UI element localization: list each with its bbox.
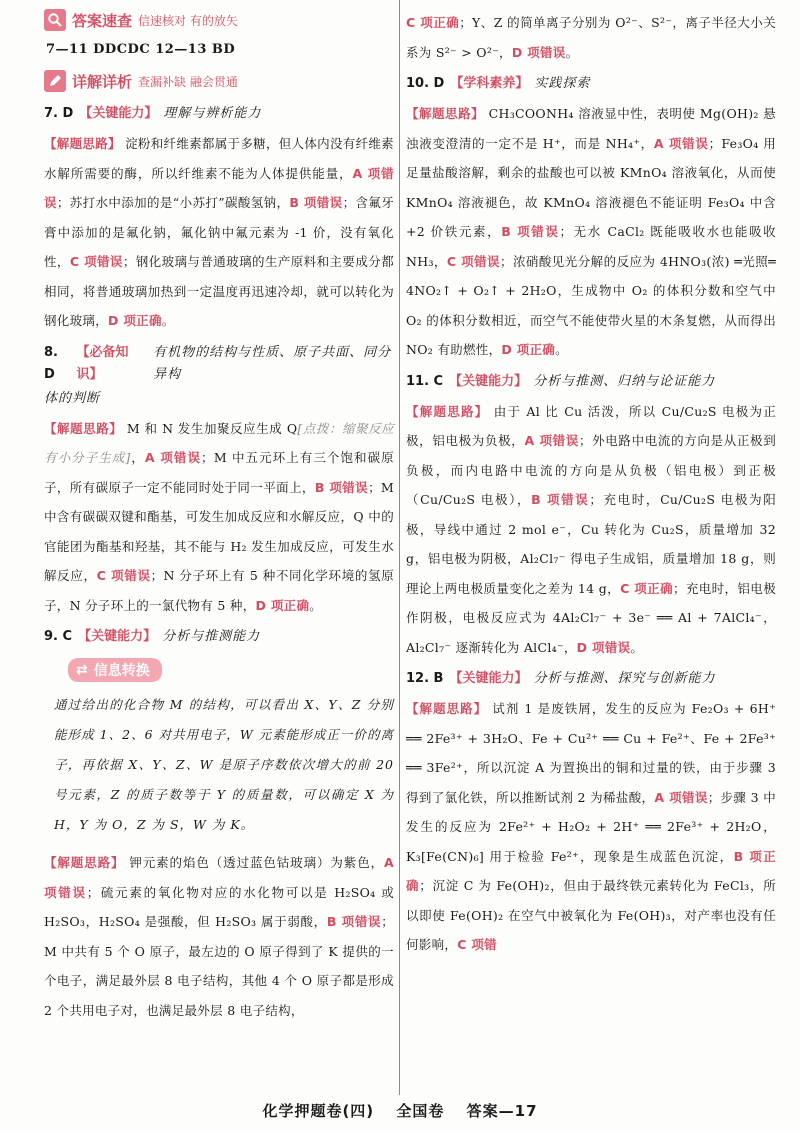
q9-verdict-a: A 项错误 — [44, 855, 395, 900]
q9-topic: 分析与推测能力 — [162, 629, 261, 644]
q11-number: 11. C — [406, 373, 444, 389]
q12-verdict-a: A 项错误 — [654, 789, 708, 805]
q7-verdict-c: C 项错误 — [69, 254, 123, 269]
q8-verdict-a: A 项错误 — [144, 450, 202, 465]
q7-topic: 理解与辨析能力 — [163, 106, 262, 121]
q8-explanation — [44, 414, 394, 621]
details-subtitle: 查漏补缺 融会贯通 — [138, 74, 238, 89]
q12-text-3: ；沉淀 C 为 Fe(OH)₂，但由于最终铁元素转化为 FeCl₃，所以即使 Fe(OH)₂ 在空气中被氧化为 Fe(OH)₃，对产率也没有任何影响， — [406, 878, 776, 952]
q12-number: 12. B — [406, 671, 444, 686]
q10-label: 【解题思路】 — [406, 106, 485, 121]
q10-verdict-d: D 项正确 — [501, 342, 556, 357]
q8-end: 。 — [309, 597, 323, 613]
swap-arrows-icon: ⇄ — [76, 662, 88, 678]
q11-verdict-b: B 项错误 — [531, 492, 590, 507]
q7-label: 【解题思路】 — [44, 136, 121, 151]
q11-text-3: ；充电时，Cu/Cu₂S 电极为阳极，导线中通过 2 mol e⁻，Cu 转化为 Cu₂S，质量增加 32 g，铝电极为阴极，Al₂Cl₇⁻ 得电子生成铝，质量增加 18 g，则理论上两电极质量变化之差为 14 g， — [406, 492, 776, 596]
q8-tag: 【必备知识】 — [76, 344, 129, 382]
q9-info-text: 通过给出的化合物 M 的结构，可以看出 X、Y、Z 分别能形成 1、2、6 对共用电子，W 元素能形成正一价的离子，再依据 X、Y、Z、W 是原子序数依次增大的前 20 号元素，Z 的质子数等于 Y 的质量数，可以确定 X 为 H，Y 为 O，Z 为 S，W 为 K。 — [54, 697, 394, 832]
q7-text-2: ；苏打水中添加的是“小苏打”碳酸氢钠， — [56, 195, 290, 210]
q10-explanation — [406, 99, 776, 365]
q10-end: 。 — [555, 342, 568, 357]
q10-verdict-a: A 项错误 — [653, 135, 709, 151]
q8-text-1b: ， — [130, 450, 145, 465]
q12-tag: 【关键能力】 — [449, 671, 528, 686]
q7-header — [44, 103, 394, 125]
q7-text-3: ；含氟牙膏中添加的是氟化钠，氟化钠中氟元素为 -1 价，没有氧化性， — [44, 195, 394, 269]
q9-text-1: 钾元素的焰色（透过蓝色钴玻璃）为紫色， — [129, 855, 385, 870]
q8-text-4: ；N 分子环上有 5 种不同化学环境的氢原子，N 分子环上的一氯代物有 5 种， — [44, 568, 394, 613]
q8-header — [44, 342, 394, 386]
q12-text-1: 试剂 1 是废铁屑，发生的反应为 Fe₂O₃ + 6H⁺ ══ 2Fe³⁺ + 3H₂O、Fe + Cu²⁺ ══ Cu + Fe²⁺、Fe + 2Fe³⁺ ══ 3Fe²⁺，所以沉淀 A 为置换出的铜和过量的铁，由于步骤 3 得到了氯化铁，所以推断试剂 2 为稀盐酸， — [406, 701, 776, 805]
q9-text-3: ；M 中共有 5 个 O 原子，最左边的 O 原子得到了 K 提供的一个电子，满足最外层 8 电子结构，其他 4 个 O 原子都是形成 2 个共用电子对，也满足最外层 8 电子结构， — [44, 914, 394, 1018]
q12-text-2: ；步骤 3 中发生的反应为 2Fe²⁺ + H₂O₂ + 2H⁺ ══ 2Fe³⁺ + 2H₂O，K₃[Fe(CN)₆] 用于检验 Fe²⁺，现象是生成蓝色沉淀， — [406, 789, 777, 864]
pencil-icon — [44, 70, 66, 92]
q10-text-1: CH₃COONH₄ 溶液显中性，表明使 Mg(OH)₂ 悬浊液变澄清的一定不是 H⁺，而是 NH₄⁺， — [406, 106, 776, 151]
info-conversion-badge — [68, 658, 162, 682]
q10-tag: 【学科素养】 — [450, 76, 529, 91]
q9-number: 9. C — [44, 629, 73, 644]
page-footer — [0, 1100, 800, 1121]
magnifier-icon — [44, 9, 66, 31]
q9-label: 【解题思路】 — [44, 855, 125, 870]
q9-text-4: ；Y、Z 的简单离子分别为 O²⁻、S²⁻，离子半径大小关系为 S²⁻ > O²⁻， — [406, 15, 776, 60]
right-column — [406, 8, 776, 966]
q8-text-3: ；M 中含有碳碳双键和酯基，可发生加成反应和水解反应，Q 中的官能团为酯基和羟基，其不能与 H₂ 发生加成反应，可发生水解反应， — [44, 479, 394, 583]
q9-explanation-continued — [406, 8, 776, 67]
q10-verdict-c: C 项错误 — [446, 253, 500, 269]
quick-answers-header — [44, 8, 394, 32]
q7-number: 7. D — [44, 106, 74, 121]
q9-verdict-c: C 项正确 — [406, 15, 460, 30]
details-title: 详解详析 — [72, 72, 133, 91]
q12-header — [406, 668, 776, 690]
q12-verdict-c: C 项错 — [457, 937, 497, 952]
q8-tip-note: [点拨：缩聚反应有小分子生成] — [44, 420, 394, 465]
q10-header — [406, 73, 776, 95]
q11-text-2: ；外电路中电流的方向是从正极到负极，而内电路中电流的方向是从负极（铝电极）到正极（Cu/Cu₂S 电极）， — [406, 433, 776, 507]
q9-tag: 【关键能力】 — [78, 629, 157, 644]
q8-text-2: ；M 中五元环上有三个饱和碳原子，所有碳原子一定不能同时处于同一平面上， — [44, 450, 394, 495]
q8-topic-continued: 体的判断 — [44, 390, 101, 406]
q12-label: 【解题思路】 — [406, 701, 488, 716]
q7-text-4: ；钢化玻璃与普通玻璃的生产原料和主要成分都相同，将普通玻璃加热到一定温度再迅速冷却，就可以转化为钢化玻璃， — [44, 254, 394, 328]
q11-verdict-d: D 项错误 — [576, 639, 631, 655]
q10-topic: 实践探索 — [534, 76, 591, 91]
q9-header — [44, 626, 394, 648]
q12-topic: 分析与推测、探究与创新能力 — [533, 671, 716, 686]
q7-text-1: 淀粉和纤维素都属于多糖，但人体内没有纤维素水解所需要的酶，所以纤维素不能为人体提供能量， — [44, 136, 394, 181]
q11-text-1: 由于 Al 比 Cu 活泼，所以 Cu/Cu₂S 电极为正极，铝电极为负极， — [406, 403, 776, 448]
quick-answer-line: 7—11 DDCDC 12—13 BD — [46, 42, 236, 57]
q8-verdict-c: C 项错误 — [96, 568, 151, 583]
q11-text-4: ；充电时，铝电极作阴极，电极反应式为 4Al₂Cl₇⁻ + 3e⁻ ══ Al + 7AlCl₄⁻，Al₂Cl₇⁻ 逐渐转化为 AlCl₄⁻， — [406, 580, 776, 655]
q11-verdict-a: A 项错误 — [524, 433, 579, 448]
q7-verdict-d: D 项正确 — [108, 313, 162, 328]
q8-verdict-b: B 项错误 — [314, 479, 369, 495]
footer-title: 化学押题卷(四) — [262, 1102, 375, 1120]
q11-tag: 【关键能力】 — [449, 373, 528, 389]
info-conversion-label: 信息转换 — [93, 663, 150, 679]
q8-number: 8. D — [44, 344, 58, 382]
q9-end: 。 — [565, 44, 579, 60]
q10-text-4: ；浓硝酸见光分解的反应为 4HNO₃(浓) ═光照═ 4NO₂↑ + O₂↑ + 2H₂O，生成物中 O₂ 的体积分数和空气中 O₂ 的体积分数相近，而空气不能使带火星的木条复燃，从而得出 NO₂ 有助燃性， — [406, 253, 776, 357]
footer-page-number: 答案—17 — [466, 1102, 538, 1120]
quick-answers-title: 答案速查 — [72, 11, 133, 30]
q8-topic: 有机物的结构与性质、原子共面、同分异构 — [153, 344, 392, 382]
q11-topic: 分析与推测、归纳与论证能力 — [533, 373, 716, 389]
column-divider — [399, 0, 400, 1095]
q7-tag: 【关键能力】 — [79, 106, 158, 121]
q10-text-3: ；无水 CaCl₂ 既能吸收水也能吸收 NH₃， — [406, 224, 776, 269]
q11-explanation — [406, 397, 776, 663]
q10-text-2: ；Fe₃O₄ 用足量盐酸溶解，剩余的盐酸也可以被 KMnO₄ 溶液氧化，从而使 KMnO₄ 溶液褪色，故 KMnO₄ 溶液褪色不能证明 Fe₃O₄ 中含 +2 价铁元素， — [406, 135, 777, 239]
footer-region: 全国卷 — [396, 1102, 445, 1120]
q9-verdict-d: D 项错误 — [511, 44, 566, 60]
left-column — [44, 8, 394, 1031]
q11-header — [406, 371, 776, 393]
q11-label: 【解题思路】 — [406, 403, 489, 419]
q11-end: 。 — [630, 639, 644, 655]
details-header — [44, 69, 394, 93]
q9-verdict-b: B 项错误 — [326, 914, 382, 929]
q8-label: 【解题思路】 — [44, 420, 123, 436]
q7-end: 。 — [161, 313, 175, 328]
q7-verdict-b: B 项错误 — [289, 195, 343, 210]
q11-verdict-c: C 项正确 — [620, 580, 673, 596]
q7-explanation — [44, 129, 394, 336]
q12-explanation — [406, 694, 776, 960]
quick-answers-subtitle: 信速核对 有的放矢 — [138, 13, 238, 28]
q8-verdict-d: D 项正确 — [255, 597, 310, 613]
q9-explanation — [44, 848, 394, 1025]
q7-verdict-a: A 项错误 — [44, 165, 394, 210]
q12-verdict-b: B 项正确 — [406, 848, 776, 893]
q10-verdict-b: B 项错误 — [501, 224, 560, 239]
q10-number: 10. D — [406, 76, 445, 91]
q8-text-1: M 和 N 发生加聚反应生成 Q — [126, 420, 298, 436]
q9-text-2: ；硫元素的氧化物对应的水化物可以是 H₂SO₄ 或 H₂SO₃，H₂SO₄ 是强酸，但 H₂SO₃ 属于弱酸， — [44, 884, 394, 929]
